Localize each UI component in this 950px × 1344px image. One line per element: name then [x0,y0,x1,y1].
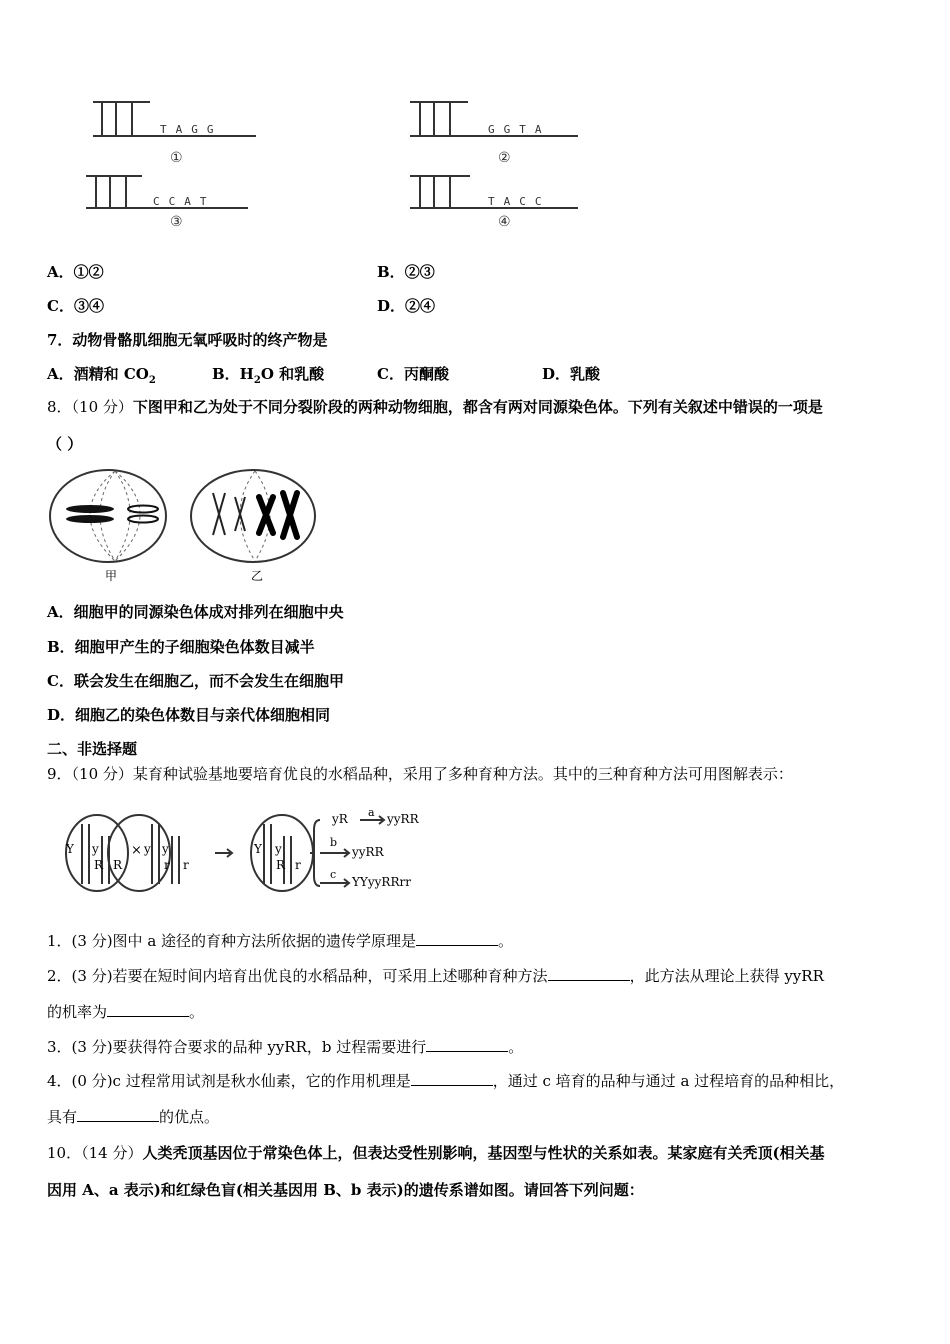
q6-option-b[interactable] [377,262,435,282]
option-text: ②④ [405,297,436,315]
gene-R-2: R [113,858,123,872]
gene-R-3: R [276,858,286,872]
option-key: A． [47,263,74,281]
cells-svg [45,463,325,585]
q9-stem: 9．（10 分）某育种试验基地要培育优良的水稻品种，采用了多种育种方法。其中的三种育种方法可用图解表示： [47,765,793,783]
sub-text: 。 [508,1038,524,1056]
answer-blank[interactable] [411,1071,493,1086]
option-key: C． [47,297,74,315]
option-key: D． [377,297,406,315]
option-text: ③④ [73,297,104,315]
option-text: A．酒精和 CO [47,365,149,383]
sub-text: 。 [498,932,514,950]
sub-text: 具有 [47,1108,78,1126]
gene-y-4: y [275,842,282,856]
q10-stem-cont: 因用 A、a 表示)和红绿色盲(相关基因用 B、b 表示)的遗传系谱如图。请回答下列问题： [47,1181,644,1199]
question-number: 8．（10 分） [47,398,133,416]
subscript: 2 [253,375,261,386]
answer-blank[interactable] [426,1037,508,1052]
dna-strands-figure [78,98,588,233]
gene-Y-2: Y [254,842,262,856]
answer-blank[interactable] [548,966,630,981]
path-a-label: a [368,806,375,819]
subscript: 2 [148,375,156,386]
path-b-label: b [330,836,338,849]
sub-text: 的优点。 [159,1108,220,1126]
strand-seq-2: GGTA [488,123,551,136]
cell-division-figure [45,463,325,585]
cell-label-yi: 乙 [251,569,264,583]
gene-r-2: r [183,858,189,872]
q6-option-a[interactable] [47,262,104,282]
q8-stem [47,397,823,417]
question-number: 10．（14 分） [47,1144,143,1162]
q9-sub4-cont [47,1107,219,1127]
output-a2: yyRR [387,812,419,826]
q7-option-b[interactable] [212,364,324,391]
q8-option-a[interactable]: A．细胞甲的同源染色体成对排列在细胞中央 [47,603,344,621]
q8-answer-paren: （ ） [47,435,83,453]
breeding-diagram [64,806,424,902]
q7-option-c[interactable]: C．丙酮酸 [377,365,449,383]
sub-text: 4．(0 分)c 过程常用试剂是秋水仙素，它的作用机理是 [47,1072,411,1090]
answer-blank[interactable] [416,931,498,946]
output-a1: yR [332,812,348,826]
option-text: B．H [212,365,254,383]
cell-label-jia: 甲 [105,569,118,583]
q6-option-c[interactable] [47,296,104,316]
strand-seq-4: TACC [488,195,551,208]
q9-sub3 [47,1037,523,1057]
cross-symbol: × [131,843,142,858]
sub-text: ，通过 c 培育的品种与通过 a 过程培育的品种相比， [492,1072,845,1090]
gene-y-3: y [162,842,169,856]
q7-option-a[interactable] [47,364,156,391]
strand-seq-1: TAGG [160,123,223,136]
question-text: 人类秃顶基因位于常染色体上，但表达受性别影响，基因型与性状的关系如表。某家庭有关秃顶(相关基 [142,1144,825,1162]
sub-text: 的机率为 [47,1003,108,1021]
q9-sub1 [47,931,513,951]
gene-y-1: y [92,842,99,856]
q6-option-d[interactable] [377,296,435,316]
output-b: yyRR [352,845,384,859]
q8-option-d[interactable]: D．细胞乙的染色体数目与亲代体细胞相同 [47,706,331,724]
q10-stem [47,1143,825,1163]
q9-sub4 [47,1071,844,1091]
answer-blank[interactable] [107,1002,189,1017]
option-text: ②③ [404,263,435,281]
sub-text: 1．(3 分)图中 a 途径的育种方法所依据的遗传学原理是 [47,932,417,950]
strand-label-1: ① [170,150,183,166]
sub-text: ，此方法从理论上获得 yyRR [629,967,824,985]
q8-option-c[interactable]: C．联会发生在细胞乙，而不会发生在细胞甲 [47,672,344,690]
section-heading: 二、非选择题 [47,740,138,758]
strand-seq-3: CCAT [153,195,216,208]
sub-text: 3．(3 分)要获得符合要求的品种 yyRR，b 过程需要进行 [47,1038,427,1056]
strand-label-2: ② [498,150,511,166]
gene-r-1: r [164,858,170,872]
output-c: YYyyRRrr [352,875,411,889]
sub-text: 2．(3 分)若要在短时间内培育出优良的水稻品种，可采用上述哪种育种方法 [47,967,548,985]
gene-R-1: R [94,858,104,872]
question-text: 下图甲和乙为处于不同分裂阶段的两种动物细胞，都含有两对同源染色体。下列有关叙述中错误的一项是 [132,398,823,416]
dna-strands-svg [78,98,588,233]
strand-label-3: ③ [170,214,183,230]
strand-label-4: ④ [498,214,511,230]
q9-sub2 [47,966,824,986]
sub-text: 。 [189,1003,205,1021]
q7-option-d[interactable]: D．乳酸 [542,365,601,383]
answer-blank[interactable] [77,1107,159,1122]
option-text: O 和乳酸 [260,365,325,383]
option-text: ①② [73,263,104,281]
gene-Y-1: Y [66,842,74,856]
q8-option-b[interactable]: B．细胞甲产生的子细胞染色体数目减半 [47,638,315,656]
path-c-label: c [330,868,337,881]
q7-stem: 7．动物骨骼肌细胞无氧呼吸时的终产物是 [47,331,328,349]
gene-y-2: y [144,842,151,856]
q9-sub2-cont [47,1002,204,1022]
option-key: B． [377,263,405,281]
gene-r-3: r [295,858,301,872]
